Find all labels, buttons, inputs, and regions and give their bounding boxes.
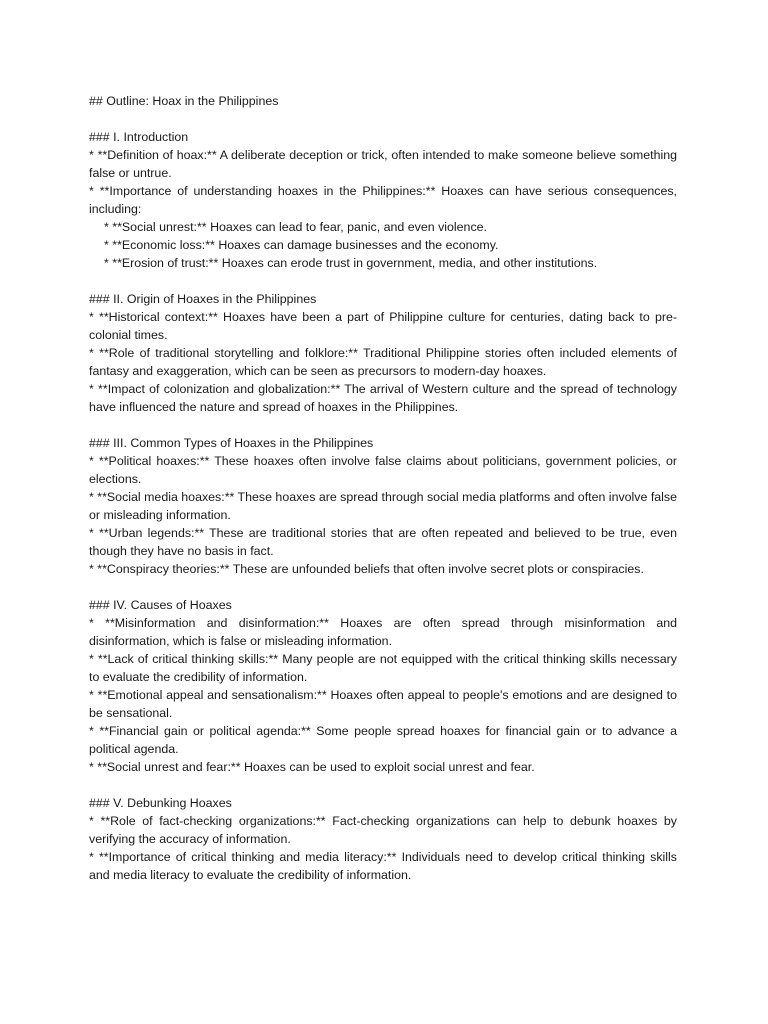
list-item: * **Social unrest and fear:** Hoaxes can be used to exploit social unrest and fear.	[89, 760, 535, 774]
sub-list-item: * **Erosion of trust:** Hoaxes can erode trust in government, media, and other institutions.	[104, 256, 598, 270]
spacer	[89, 578, 677, 596]
list-item: * **Urban legends:** These are traditional stories that are often repeated and believed to be true, even though they have no basis in fact.	[89, 526, 677, 558]
spacer	[89, 416, 677, 434]
list-item: * **Importance of critical thinking and media literacy:** Individuals need to develop critical thinking skills and media literacy to evaluate the credibility of information.	[89, 850, 677, 882]
spacer	[89, 110, 677, 128]
section-heading-types: ### III. Common Types of Hoaxes in the Philippines	[89, 436, 374, 450]
sub-list-item: * **Economic loss:** Hoaxes can damage businesses and the economy.	[104, 238, 499, 252]
list-item: * **Lack of critical thinking skills:** Many people are not equipped with the critical thinking skills necessary to evaluate the credibility of information.	[89, 652, 677, 684]
spacer	[89, 272, 677, 290]
sub-list-item: * **Social unrest:** Hoaxes can lead to fear, panic, and even violence.	[104, 220, 487, 234]
document-page	[89, 92, 677, 884]
list-item: * **Financial gain or political agenda:** Some people spread hoaxes for financial gain or to advance a political agenda.	[89, 724, 677, 756]
list-item: * **Emotional appeal and sensationalism:** Hoaxes often appeal to people's emotions and are designed to be sensational.	[89, 688, 677, 720]
list-item: * **Role of fact-checking organizations:** Fact-checking organizations can help to debunk hoaxes by verifying the accuracy of information.	[89, 814, 677, 846]
section-heading-causes: ### IV. Causes of Hoaxes	[89, 598, 232, 612]
section-heading-origin: ### II. Origin of Hoaxes in the Philippines	[89, 292, 317, 306]
list-item: * **Conspiracy theories:** These are unfounded beliefs that often involve secret plots or conspiracies.	[89, 562, 644, 576]
list-item: * **Definition of hoax:** A deliberate deception or trick, often intended to make someone believe something false or untrue.	[89, 148, 677, 180]
spacer	[89, 776, 677, 794]
list-item: * **Social media hoaxes:** These hoaxes are spread through social media platforms and often involve false or misleading information.	[89, 490, 677, 522]
list-item: * **Importance of understanding hoaxes in the Philippines:** Hoaxes can have serious consequences, including:	[89, 184, 677, 216]
section-heading-introduction: ### I. Introduction	[89, 130, 189, 144]
list-item: * **Historical context:** Hoaxes have been a part of Philippine culture for centuries, dating back to pre-colonial times.	[89, 310, 677, 342]
list-item: * **Political hoaxes:** These hoaxes often involve false claims about politicians, government policies, or elections.	[89, 454, 677, 486]
list-item: * **Impact of colonization and globalization:** The arrival of Western culture and the spread of technology have influenced the nature and spread of hoaxes in the Philippines.	[89, 382, 677, 414]
list-item: * **Misinformation and disinformation:** Hoaxes are often spread through misinformation and disinformation, which is false or misleading information.	[89, 616, 677, 648]
document-title: ## Outline: Hoax in the Philippines	[89, 94, 279, 108]
list-item: * **Role of traditional storytelling and folklore:** Traditional Philippine stories often included elements of fantasy and exaggeration, which can be seen as precursors to modern-day hoaxes.	[89, 346, 677, 378]
section-heading-debunking: ### V. Debunking Hoaxes	[89, 796, 232, 810]
